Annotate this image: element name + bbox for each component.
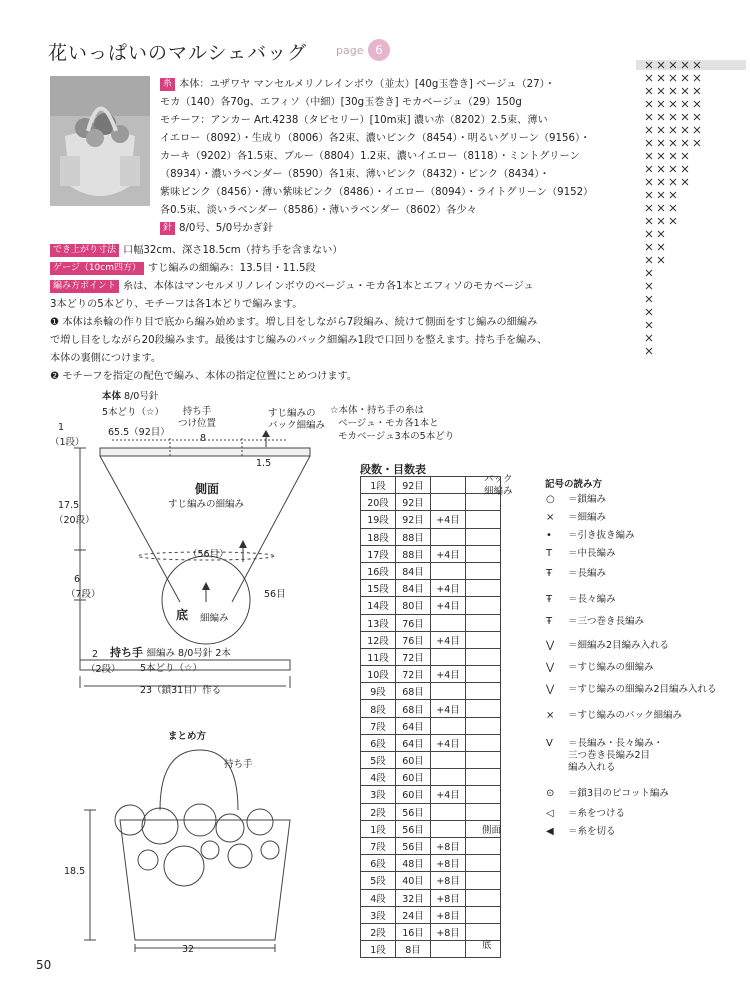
legend-symbol-icon: ⊙	[546, 788, 555, 799]
chart-stitch-mark	[682, 140, 688, 146]
gauge-line: ゲージ（10cm四方） すじ編みの細編み：13.5目・11.5段	[50, 260, 316, 278]
chart-stitch-mark	[670, 101, 676, 107]
step1-line3: 本体の裏側につけます。	[50, 353, 162, 364]
chart-stitch-mark	[682, 101, 688, 107]
size-line: でき上がり寸法 口幅32cm、深さ18.5cm（持ち手を含まない）	[50, 242, 343, 260]
width-655: 65.5（92目）	[108, 427, 170, 438]
chart-stitch-mark	[682, 153, 688, 159]
table-cell: +8目	[431, 837, 466, 854]
legend-symbol-icon: ⋁	[546, 640, 555, 651]
chart-stitch-mark	[694, 88, 700, 94]
materials-line8: 各0.5束、淡いラベンダー（8586）・薄いラベンダー（8602）各少々	[160, 205, 477, 216]
table-cell	[466, 717, 501, 734]
chart-stitch-mark	[658, 166, 664, 172]
chart-stitch-mark	[646, 153, 652, 159]
dim-15: 1.5	[256, 458, 272, 469]
table-cell: 18段	[361, 528, 396, 545]
assembly-diagram	[60, 740, 330, 970]
step1-line1: ❶ 本体は糸輪の作り目で底から編み始めます。増し目をしながら7段編み、続けて側面をすじ編みの細編み	[50, 317, 538, 328]
chart-stitch-mark	[658, 218, 664, 224]
bottom-stitch: 細編み	[200, 613, 229, 624]
table-row	[361, 752, 501, 769]
table-cell: +8目	[431, 923, 466, 940]
table-row	[361, 717, 501, 734]
chart-stitch-mark	[670, 166, 676, 172]
table-cell	[466, 666, 501, 683]
chart-stitch-mark	[658, 140, 664, 146]
crochet-chart-symbols	[636, 56, 746, 376]
table-cell	[431, 769, 466, 786]
chart-stitch-mark	[646, 283, 652, 289]
table-cell	[466, 752, 501, 769]
table-cell: 2段	[361, 803, 396, 820]
table-cell: 8目	[396, 941, 431, 958]
chart-stitch-mark	[646, 101, 652, 107]
legend-item: ＝長編み	[568, 568, 607, 579]
table-cell: 1段	[361, 941, 396, 958]
table-cell	[466, 872, 501, 889]
chart-stitch-mark	[646, 205, 652, 211]
chart-stitch-mark	[658, 257, 664, 263]
tag-hari: 針	[160, 222, 175, 235]
chart-stitch-mark	[646, 114, 652, 120]
table-cell: 72目	[396, 648, 431, 665]
tag-gauge: ゲージ（10cm四方）	[50, 262, 144, 275]
table-cell: 84目	[396, 580, 431, 597]
table-cell	[431, 752, 466, 769]
table-cell: 60目	[396, 769, 431, 786]
materials-line7: 紫味ピンク（8456）・薄い紫味ピンク（8486）・イエロー（8094）・ライトグリーン（9152）	[160, 187, 594, 198]
chart-stitch-mark	[646, 166, 652, 172]
legend-item: ＝長編み・長々編み・ 三つ巻き長編み2目 編み入れる	[568, 738, 664, 773]
step1-line2: で増し目をしながら20段編みます。最後はすじ編みのバック細編み1段で口回りを整えます。持ち手を編み、	[50, 335, 548, 346]
dim-2-rows: （2段）	[86, 664, 121, 675]
table-row	[361, 820, 501, 837]
dim-6: 6	[74, 574, 81, 585]
table-cell	[431, 683, 466, 700]
chart-stitch-mark	[646, 192, 652, 198]
table-cell: 5段	[361, 752, 396, 769]
chart-stitch-mark	[682, 127, 688, 133]
table-cell	[466, 545, 501, 562]
table-cell: 56目	[396, 820, 431, 837]
chart-stitch-mark	[658, 88, 664, 94]
chart-stitch-mark	[682, 166, 688, 172]
yarn-note-2: ベージュ・モカ各1本と	[338, 418, 439, 429]
table-row	[361, 528, 501, 545]
step2-line: ❷ モチーフを指定の配色で編み、本体の指定位置にとめつけます。	[50, 371, 358, 382]
chart-stitch-mark	[658, 153, 664, 159]
table-cell	[466, 786, 501, 803]
table-cell: 60目	[396, 752, 431, 769]
table-row	[361, 941, 501, 958]
st-56: 56目	[264, 589, 286, 600]
st-56-paren: （56目）	[188, 549, 229, 560]
side-stitch: すじ編みの細編み	[168, 499, 245, 510]
legend-item: ＝細編み2目編み入れる	[568, 640, 670, 651]
chart-stitch-mark	[646, 296, 652, 302]
table-cell	[431, 803, 466, 820]
table-cell	[466, 700, 501, 717]
back-sc-label: すじ編みの バック細編み	[268, 408, 326, 431]
table-cell: 68目	[396, 683, 431, 700]
materials-line2: モカ（140）各70g、エフィソ（中細）[30g玉巻き] モカベージュ（29）150g	[160, 97, 522, 108]
table-cell: +8目	[431, 906, 466, 923]
tag-size: でき上がり寸法	[50, 244, 119, 257]
table-cell	[466, 837, 501, 854]
needle-line: 針 8/0号、5/0号かぎ針	[160, 220, 273, 238]
table-cell: +4目	[431, 545, 466, 562]
table-cell: 32目	[396, 889, 431, 906]
table-cell: 48目	[396, 855, 431, 872]
table-cell: 8段	[361, 700, 396, 717]
chart-stitch-mark	[694, 140, 700, 146]
legend-symbol-icon: Ŧ	[546, 594, 553, 605]
chart-stitch-mark	[670, 114, 676, 120]
table-cell: 76目	[396, 631, 431, 648]
table-cell	[466, 855, 501, 872]
table-row	[361, 545, 501, 562]
table-cell	[431, 562, 466, 579]
table-cell	[466, 683, 501, 700]
chart-stitch-mark	[670, 127, 676, 133]
table-cell: +4目	[431, 666, 466, 683]
row1-label-sub: （1段）	[50, 437, 85, 448]
table-cell: +4目	[431, 700, 466, 717]
legend-item: ＝三つ巻き長編み	[568, 616, 645, 627]
legend-item: ＝中長編み	[568, 548, 616, 559]
chart-stitch-mark	[670, 75, 676, 81]
chart-stitch-mark	[694, 101, 700, 107]
table-cell: +8目	[431, 855, 466, 872]
chart-stitch-mark	[646, 218, 652, 224]
chart-stitch-mark	[694, 127, 700, 133]
legend-title: 記号の読み方	[545, 479, 603, 490]
table-row	[361, 562, 501, 579]
body-title: 本体 8/0号針	[102, 391, 159, 402]
table-cell: +8目	[431, 889, 466, 906]
dim-6-rows: （7段）	[66, 589, 101, 600]
table-cell: +4目	[431, 511, 466, 528]
materials-line5: カーキ（9202）各1.5束、ブルー（8804）1.2束、濃いイエロー（8118）・ミントグリーン	[160, 151, 580, 162]
table-cell: 9段	[361, 683, 396, 700]
table-cell: 11段	[361, 648, 396, 665]
table-cell	[431, 528, 466, 545]
dim-8: 8	[200, 433, 207, 444]
height-175-rows: （20段）	[54, 515, 95, 526]
table-cell	[466, 803, 501, 820]
table-cell: 16段	[361, 562, 396, 579]
table-cell: 56目	[396, 803, 431, 820]
chart-stitch-mark	[694, 75, 700, 81]
table-title: 段数・目数表	[360, 463, 426, 476]
legend-item: ＝鎖3目のピコット編み	[568, 788, 669, 799]
table-cell: 7段	[361, 717, 396, 734]
chart-stitch-mark	[646, 257, 652, 263]
table-cell	[466, 528, 501, 545]
table-cell	[466, 614, 501, 631]
table-row	[361, 683, 501, 700]
row1-label: 1	[58, 422, 65, 433]
table-row	[361, 786, 501, 803]
yarn-note-3: モカベージュ3本の5本どり	[338, 431, 455, 442]
table-cell: 76目	[396, 614, 431, 631]
chart-stitch-mark	[682, 75, 688, 81]
table-row	[361, 631, 501, 648]
legend-item: ＝細編み	[568, 512, 607, 523]
table-cell	[431, 494, 466, 511]
table-cell: 15段	[361, 580, 396, 597]
table-cell	[466, 769, 501, 786]
body-strands: 5本どり（☆）	[102, 407, 165, 418]
legend-symbol-icon: ⨯	[546, 710, 555, 721]
table-cell: 12段	[361, 631, 396, 648]
table-cell	[466, 906, 501, 923]
table-cell: 64目	[396, 734, 431, 751]
chart-stitch-mark	[682, 88, 688, 94]
table-row	[361, 837, 501, 854]
legend-item: ＝すじ編みの細編み2目編み入れる	[568, 684, 717, 695]
table-row	[361, 494, 501, 511]
materials-line3: モチーフ：アンカー Art.4238（タピセリー）[10m束] 濃い赤（8202）2.5束、薄い	[160, 115, 548, 126]
chart-stitch-mark	[646, 127, 652, 133]
table-cell: 68目	[396, 700, 431, 717]
chart-stitch-mark	[670, 205, 676, 211]
table-cell: 6段	[361, 855, 396, 872]
table-cell: 92目	[396, 477, 431, 494]
legend-item: ＝長々編み	[568, 594, 616, 605]
table-cell: 17段	[361, 545, 396, 562]
table-cell	[466, 562, 501, 579]
materials-line4: イエロー（8092）・生成り（8006）各2束、濃いピンク（8454）・明るいグリーン（9156）・	[160, 133, 591, 144]
page-number-badge: 6	[368, 39, 390, 61]
chart-stitch-mark	[646, 348, 652, 354]
table-label-back: バック 細編み	[484, 474, 513, 497]
chart-stitch-mark	[658, 75, 664, 81]
table-cell: 72目	[396, 666, 431, 683]
legend-symbol-icon: ⋁	[546, 662, 555, 673]
chart-stitch-mark	[670, 88, 676, 94]
table-cell: 5段	[361, 872, 396, 889]
table-row	[361, 477, 501, 494]
table-row	[361, 855, 501, 872]
legend-item: ＝すじ編みの細編み	[568, 662, 654, 673]
table-cell: +4目	[431, 580, 466, 597]
legend-symbol-icon: •	[546, 530, 552, 541]
table-cell: +4目	[431, 631, 466, 648]
table-cell	[466, 889, 501, 906]
row-stitch-table	[360, 476, 501, 958]
table-cell: 92目	[396, 511, 431, 528]
chart-stitch-mark	[646, 140, 652, 146]
chart-stitch-mark	[694, 114, 700, 120]
table-cell: 6段	[361, 734, 396, 751]
table-row	[361, 769, 501, 786]
legend-item: ＝引き抜き編み	[568, 530, 635, 541]
dim-32: 32	[182, 944, 195, 955]
tag-points: 編み方ポイント	[50, 280, 119, 293]
table-cell: 20段	[361, 494, 396, 511]
table-row	[361, 803, 501, 820]
points-line1: 編み方ポイント 糸は、本体はマンセルメリノレインボウのベージュ・モカ各1本とエフィソのモカベージュ	[50, 278, 534, 296]
chart-stitch-mark	[646, 244, 652, 250]
table-cell	[466, 631, 501, 648]
table-cell: 88目	[396, 545, 431, 562]
side-label: 側面	[195, 482, 220, 496]
table-row	[361, 906, 501, 923]
page-label: page	[336, 44, 364, 57]
chart-stitch-mark	[646, 75, 652, 81]
chart-stitch-mark	[658, 192, 664, 198]
table-label-side: 側面	[482, 825, 502, 836]
legend-symbol-icon: V	[546, 738, 553, 749]
table-cell: 88目	[396, 528, 431, 545]
chart-stitch-mark	[658, 114, 664, 120]
table-cell: 7段	[361, 837, 396, 854]
chart-stitch-mark	[670, 218, 676, 224]
tag-ito: 糸	[160, 78, 175, 91]
chart-stitch-mark	[646, 309, 652, 315]
assembly-handle-label: 持ち手	[224, 759, 253, 770]
table-cell	[466, 580, 501, 597]
chart-stitch-mark	[658, 231, 664, 237]
table-cell: 1段	[361, 477, 396, 494]
table-row	[361, 614, 501, 631]
legend-item: ＝糸をつける	[568, 808, 626, 819]
table-cell: 13段	[361, 614, 396, 631]
table-row	[361, 923, 501, 940]
table-cell: 84目	[396, 562, 431, 579]
chart-stitch-mark	[670, 153, 676, 159]
table-cell: 60目	[396, 786, 431, 803]
table-row	[361, 580, 501, 597]
points-line2: 3本どりの5本どり、モチーフは各1本どりで編みます。	[50, 299, 303, 310]
table-cell: +4目	[431, 734, 466, 751]
bag-photo	[50, 76, 150, 206]
legend-symbol-icon: ◁	[546, 808, 554, 819]
handle-strands: 5本どり（☆）	[140, 663, 203, 674]
table-cell	[431, 477, 466, 494]
table-cell: 40目	[396, 872, 431, 889]
chart-stitch-mark	[670, 179, 676, 185]
legend-symbol-icon: Ŧ	[546, 568, 553, 579]
materials-line1: 糸 本体：ユザワヤ マンセルメリノレインボウ（並太）[40g玉巻き] ベージュ（27）・	[160, 76, 555, 94]
dim-2: 2	[92, 649, 99, 660]
legend-symbol-icon: ◀	[546, 826, 554, 837]
legend-symbol-icon: Ŧ	[546, 616, 553, 627]
table-cell	[431, 648, 466, 665]
table-cell	[431, 717, 466, 734]
table-cell: 16目	[396, 923, 431, 940]
legend-symbol-icon: T	[546, 548, 553, 559]
table-cell	[466, 511, 501, 528]
table-cell: 1段	[361, 820, 396, 837]
table-cell	[431, 614, 466, 631]
legend-item: ＝糸を切る	[568, 826, 616, 837]
table-row	[361, 872, 501, 889]
table-cell: +8目	[431, 872, 466, 889]
table-row	[361, 511, 501, 528]
table-cell: 64目	[396, 717, 431, 734]
bottom-label: 底	[176, 608, 189, 622]
table-cell: 19段	[361, 511, 396, 528]
chart-stitch-mark	[646, 270, 652, 276]
dim-185: 18.5	[64, 866, 86, 877]
table-row	[361, 889, 501, 906]
table-cell	[431, 941, 466, 958]
chart-stitch-mark	[646, 179, 652, 185]
chart-stitch-mark	[670, 140, 676, 146]
handle-position-label: 持ち手 つけ位置	[178, 406, 217, 429]
table-cell: 14段	[361, 597, 396, 614]
table-cell: 92目	[396, 494, 431, 511]
table-cell: 56目	[396, 837, 431, 854]
height-175: 17.5	[58, 500, 80, 511]
assembly-title: まとめ方	[168, 731, 207, 742]
yarn-note-1: ☆本体・持ち手の糸は	[330, 405, 425, 416]
legend-symbol-icon: ⋁	[546, 684, 555, 695]
table-cell: 3段	[361, 906, 396, 923]
chart-stitch-mark	[682, 114, 688, 120]
table-row	[361, 597, 501, 614]
chart-stitch-mark	[646, 231, 652, 237]
chart-stitch-mark	[658, 101, 664, 107]
handle-title: 持ち手 細編み 8/0号針 2本	[110, 646, 231, 659]
table-cell: 2段	[361, 923, 396, 940]
table-cell: 4段	[361, 769, 396, 786]
table-cell	[466, 597, 501, 614]
page-footer-number: 50	[36, 958, 52, 972]
table-cell	[466, 648, 501, 665]
legend-symbol-icon: ×	[546, 512, 555, 523]
table-cell: 4段	[361, 889, 396, 906]
table-row	[361, 666, 501, 683]
chart-stitch-mark	[646, 88, 652, 94]
handle-chain: 23（鎖31目）作る	[140, 685, 222, 696]
table-cell: 10段	[361, 666, 396, 683]
page-title: 花いっぱいのマルシェバッグ	[48, 42, 308, 64]
table-cell	[466, 734, 501, 751]
table-row	[361, 700, 501, 717]
table-cell: 24目	[396, 906, 431, 923]
chart-stitch-mark	[682, 179, 688, 185]
table-row	[361, 648, 501, 665]
table-cell: 3段	[361, 786, 396, 803]
table-cell: 80目	[396, 597, 431, 614]
chart-stitch-mark	[658, 244, 664, 250]
chart-stitch-mark	[646, 322, 652, 328]
materials-line6: （8934）・濃いラベンダー（8590）各1束、薄いピンク（8432）・ピンク（8434）・	[160, 169, 550, 180]
chart-stitch-mark	[658, 127, 664, 133]
chart-stitch-mark	[658, 205, 664, 211]
table-label-bottom: 底	[482, 940, 492, 951]
chart-stitch-mark	[646, 335, 652, 341]
chart-stitch-mark	[658, 179, 664, 185]
table-row	[361, 734, 501, 751]
table-cell: +4目	[431, 597, 466, 614]
table-cell: +4目	[431, 786, 466, 803]
table-cell	[431, 820, 466, 837]
legend-item: ＝すじ編みのバック細編み	[568, 710, 683, 721]
chart-stitch-mark	[670, 192, 676, 198]
legend-item: ＝鎖編み	[568, 494, 607, 505]
legend-symbol-icon: ○	[546, 494, 555, 505]
